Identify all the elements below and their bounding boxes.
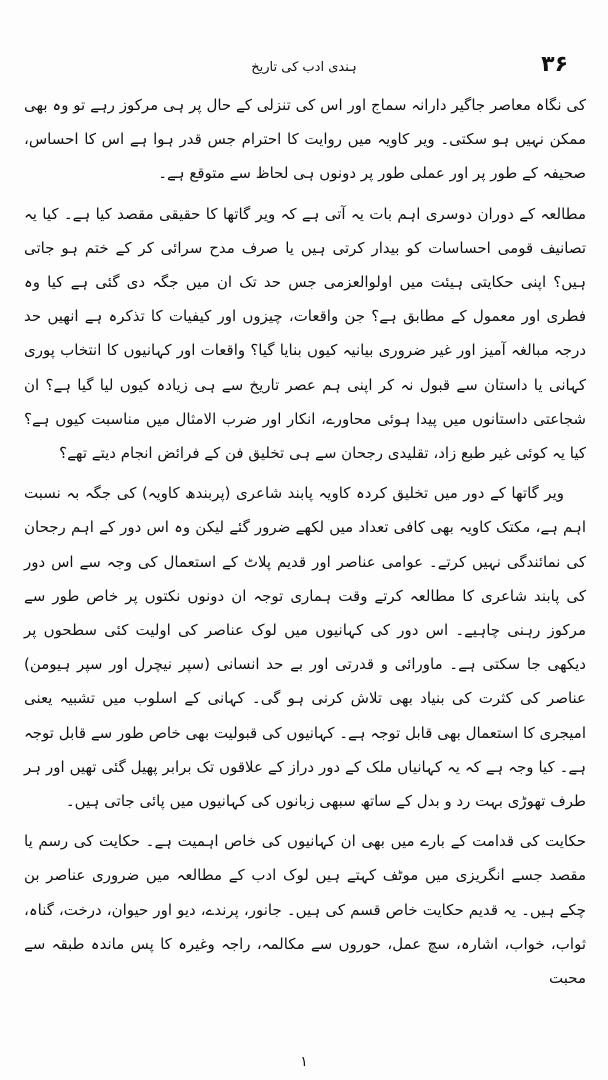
footer-mark: ۱ bbox=[300, 1054, 308, 1070]
page-number: ۳۶ bbox=[541, 52, 568, 77]
paragraph-1: کی نگاہ معاصر جاگیر دارانہ سماج اور اس کی تنزلی کے حال پر ہی مرکوز رہے تو وہ بھی ممکن نہیں ہو سکتی۔ ویر کاویہ میں روایت کا احترام جس قدر ہوا ہے اس کا احساس، صحیفہ کے طور پر اور عملی طور پر دونوں ہی لحاظ سے متوقع ہے۔ bbox=[24, 96, 586, 183]
running-title: ہندی ادب کی تاریخ bbox=[251, 60, 357, 75]
paragraph-3: ویر گاتھا کے دور میں تخلیق کردہ کاویہ پابند شاعری (پربندھ کاویہ) کی جگہ بہ نسبت اہم ہے، مکتک کاویہ بھی کافی تعداد میں لکھے ضرور گئے لیکن وہ اس دور کے اہم رجحان کی نمائندگی نہیں کرتے۔ عوامی عناصر اور قدیم پلاٹ کے استعمال کی وجہ سے اس دور کی پابند شاعری کا مطالعہ کرتے وقت ہماری توجہ ان دونوں نکتوں پر خاص طور سے مرکوز رہنی چاہیے۔ اس دور کی کہانیوں میں لوک عناصر کی اولیت کئی سطحوں پر دیکھی جا سکتی ہے۔ ماورائی و قدرتی اور بے حد انسانی (سپر نیچرل اور سپر ہیومن) عناصر کی کثرت کی بنیاد بھی تلاش کرنی ہو گی۔ کہانی کے اسلوب میں تشبیہ یعنی امیجری کا استعمال بھی قابل توجہ ہے۔ کہانیوں کی قبولیت بھی خاص طور سے قابل توجہ ہے۔ کیا وجہ ہے کہ یہ کہانیاں ملک کے دور دراز کے علاقوں تک برابر پھیل گئی تھیں اور ہر طرف تھوڑی بہت رد و بدل کے ساتھ سبھی زبانوں کی کہانیوں میں پائی جاتی ہیں۔ bbox=[24, 484, 586, 811]
paragraph-4: حکایت کی قدامت کے بارے میں بھی ان کہانیوں کی خاص اہمیت ہے۔ حکایت کی رسم یا مقصد جسے انگریزی میں موٹف کہتے ہیں لوک ادب کے مطالعہ میں ضروری عناصر بن چکے ہیں۔ یہ قدیم حکایت خاص قسم کی ہیں۔ جانور، پرندے، دیو اور حیوان، درخت، گناہ، ثواب، خواب، اشارہ، سچ عمل، حوروں سے مکالمہ، راجہ وغیرہ کا پس ماندہ طبقہ سے محبت bbox=[24, 832, 586, 988]
paragraph-2: مطالعہ کے دوران دوسری اہم بات یہ آتی ہے کہ ویر گاتھا کا حقیقی مقصد کیا ہے۔ کیا یہ تصانیف قومی احساسات کو بیدار کرتی ہیں یا صرف مدح سرائی کر کے ختم ہو جاتی ہیں؟ اپنی حکایتی ہیئت میں اولوالعزمی جس حد تک ان میں جگہ دی گئی ہے کیا وہ فطری اور معمول کے مطابق ہے؟ جن واقعات، چیزوں اور کیفیات کا تذکرہ ہے انھیں حد درجہ مبالغہ آمیز اور غیر ضروری بیانیہ کیوں بنایا گیا؟ واقعات اور کہانیوں کا انتخاب پوری کہانی یا داستان سے قبول نہ کر اپنی ہم عصر تاریخ سے ہی زیادہ کیوں لیا گیا ہے؟ ان شجاعتی داستانوں میں پیدا ہوئی محاورے، انکار اور ضرب الامثال میں مناسبت کیوں ہے؟ کیا یہ کوئی غیر طبع زاد، تقلیدی رجحان سے ہی تخلیق فن کے فرائض انجام دیتے تھے؟ bbox=[24, 204, 586, 463]
page-header bbox=[0, 46, 608, 86]
body-text bbox=[24, 88, 586, 1001]
